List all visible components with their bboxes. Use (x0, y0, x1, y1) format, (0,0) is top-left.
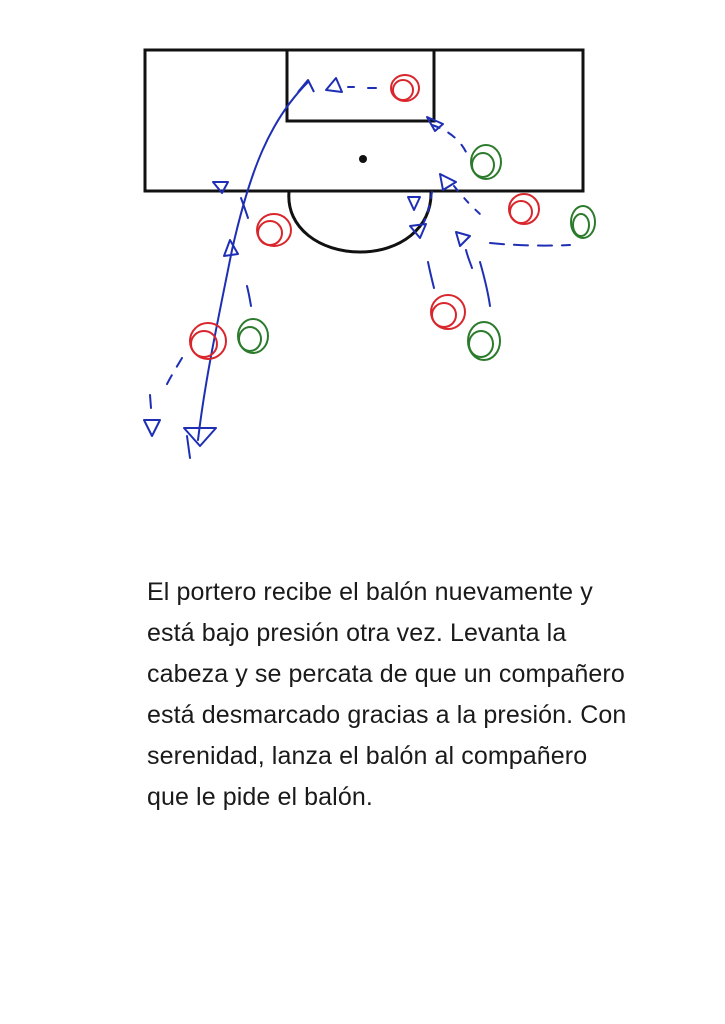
red-player (431, 295, 465, 329)
description-text: El portero recibe el balón nuevamente y está bajo presión otra vez. Levanta la cabeza y se percata de que un compañero está desmarcado gracias a la presión. Con serenidad, lanza el balón al compañero que le pide el balón. (147, 578, 627, 811)
arrow-head-icon (298, 80, 314, 92)
red-player (257, 214, 291, 246)
support-run (480, 262, 490, 306)
red-player (509, 194, 539, 224)
support-run (150, 395, 151, 408)
penalty-spot (359, 155, 367, 163)
green-player (238, 319, 268, 353)
triangle-marker-icon (440, 174, 456, 190)
green-player (571, 206, 595, 238)
support-run (166, 358, 182, 386)
triangle-marker-icon (144, 420, 160, 436)
pass-tail-mark (187, 436, 190, 458)
green-player (468, 322, 500, 360)
support-run (490, 243, 570, 246)
movement-lines (150, 82, 570, 458)
movement-markers (144, 78, 470, 446)
tactics-diagram (0, 0, 725, 500)
red-player (190, 323, 226, 359)
triangle-marker-icon (408, 197, 420, 210)
triangle-marker-icon (456, 232, 470, 246)
green-team (238, 145, 595, 360)
support-run (428, 262, 434, 288)
support-run (466, 250, 472, 268)
support-run (247, 286, 251, 306)
green-player (471, 145, 501, 179)
red-player-goalkeeper (391, 75, 419, 101)
triangle-marker-icon (326, 78, 342, 92)
long-pass-line (198, 82, 308, 440)
red-team (190, 75, 539, 359)
